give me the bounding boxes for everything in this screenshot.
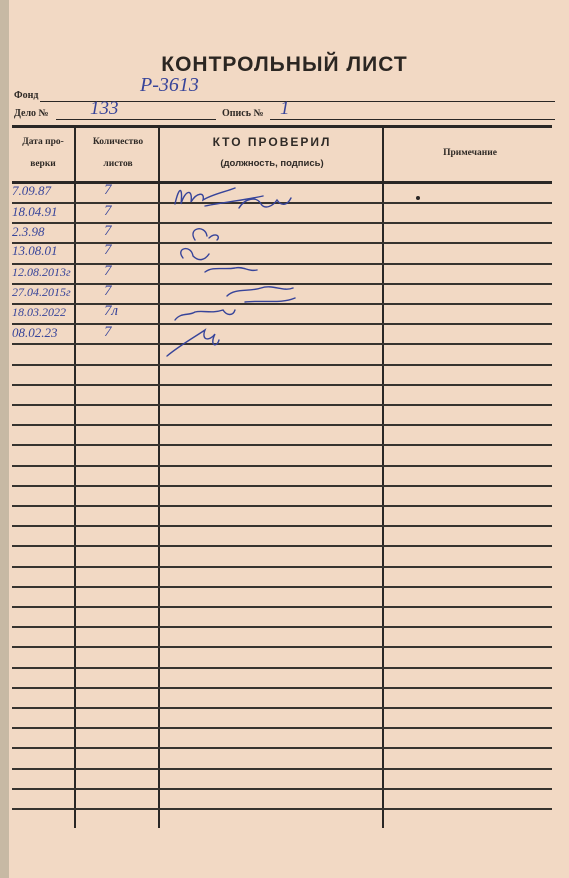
entry-count: 7 <box>104 263 112 279</box>
paper-edge <box>0 0 9 878</box>
opis-label: Опись № <box>222 108 264 119</box>
table-rule <box>12 364 552 366</box>
delo-label: Дело № <box>14 108 49 119</box>
table-rule <box>12 687 552 689</box>
fond-value: Р-3613 <box>140 74 199 96</box>
table-rule <box>12 404 552 406</box>
fond-label: Фонд <box>14 90 39 101</box>
entry-count: 7 <box>104 283 112 299</box>
table-rule <box>12 525 552 527</box>
table-rule <box>12 444 552 446</box>
entry-count: 7 <box>104 324 112 340</box>
table-rule <box>12 384 552 386</box>
opis-underline <box>270 119 555 120</box>
table-rule <box>12 727 552 729</box>
header-date: Дата про- верки <box>22 137 64 169</box>
opis-value: 1 <box>280 98 290 119</box>
entry-date: 12.08.2013г <box>12 265 71 279</box>
signatures-drawing <box>165 180 380 360</box>
table-rule <box>12 566 552 568</box>
table-rule <box>12 667 552 669</box>
header-checker: КТО ПРОВЕРИЛ (должность, подпись) <box>212 135 332 169</box>
entry-date: 08.02.23 <box>12 325 58 340</box>
header-count: Количество листов <box>92 137 144 169</box>
entry-count: 7л <box>104 303 119 319</box>
table-rule <box>12 545 552 547</box>
table-rule <box>12 465 552 467</box>
entry-date: 2.3.98 <box>12 224 45 239</box>
table-rule <box>12 606 552 608</box>
column-divider-3 <box>382 126 384 828</box>
entry-date: 13.08.01 <box>12 243 58 258</box>
entry-date: 18.03.2022 <box>12 305 66 319</box>
entry-count: 7 <box>104 203 112 219</box>
column-divider-2 <box>158 126 160 828</box>
table-rule <box>12 485 552 487</box>
table-rule <box>12 707 552 709</box>
entry-date: 7.09.87 <box>12 183 51 198</box>
entry-count: 7 <box>104 223 112 239</box>
entry-date: 18.04.91 <box>12 204 58 219</box>
entry-count: 7 <box>104 242 112 258</box>
table-rule <box>12 788 552 790</box>
table-rule <box>12 646 552 648</box>
table-rule <box>12 586 552 588</box>
page-title: КОНТРОЛЬНЫЙ ЛИСТ <box>161 53 408 76</box>
header-note: Примечание <box>443 148 497 158</box>
table-top-border <box>12 125 552 128</box>
table-rule <box>12 424 552 426</box>
table-rule <box>12 808 552 810</box>
table-rule <box>12 747 552 749</box>
entry-date: 27.04.2015г <box>12 285 71 299</box>
ink-dot <box>416 196 420 200</box>
table-rule <box>12 768 552 770</box>
table-rule <box>12 626 552 628</box>
entry-count: 7 <box>104 182 112 198</box>
delo-value: 133 <box>90 98 119 119</box>
table-rule <box>12 505 552 507</box>
delo-underline <box>56 119 216 120</box>
